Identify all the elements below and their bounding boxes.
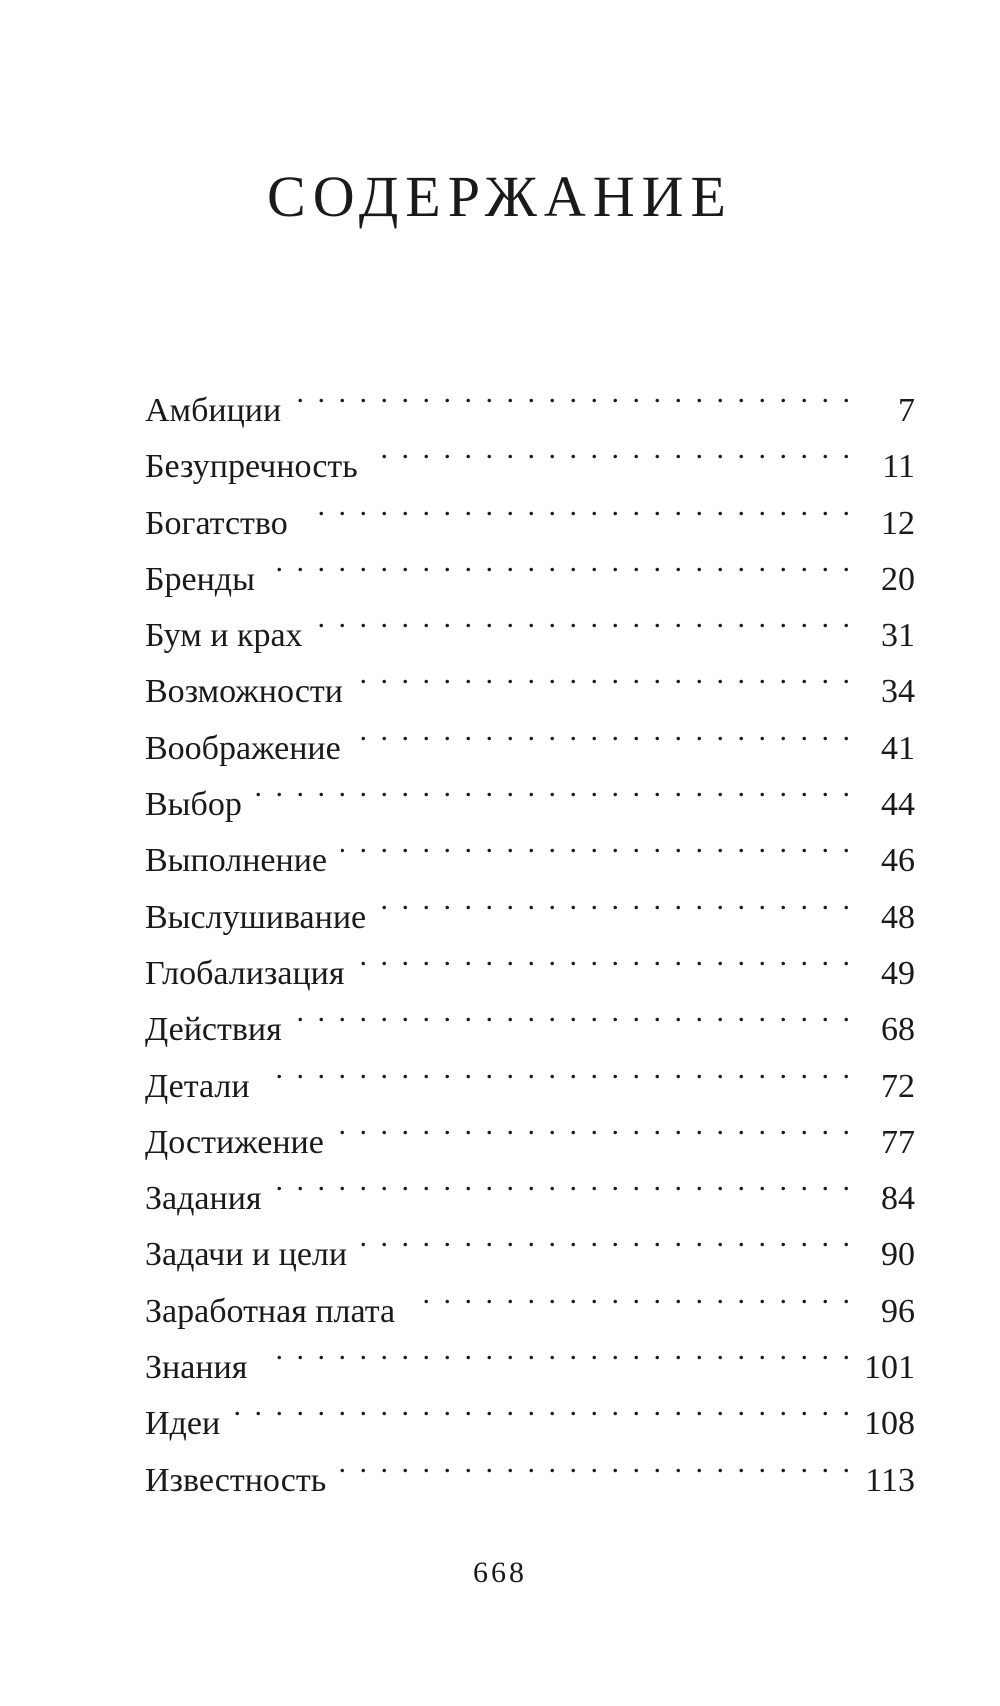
dot-leader [264,1041,853,1097]
page-title: СОДЕРЖАНИЕ [267,164,733,229]
toc-entry-title: Выбор [145,786,242,824]
dot-leader [341,815,853,871]
toc-entry-page-number: 84 [881,1180,915,1218]
toc-entry-title: Выполнение [145,842,328,880]
toc-entry [145,1322,915,1387]
toc-entry-page-number: 48 [881,898,915,936]
toc-entry-page-number: 96 [881,1292,915,1330]
toc-entry-page-number: 44 [881,786,915,824]
dot-leader [317,590,853,646]
toc-entry-title: Выслушивание [145,898,367,936]
dot-leader [361,1209,853,1265]
toc-entry [145,1378,915,1443]
toc-entry-page-number: 20 [881,560,915,598]
dot-leader [409,1266,853,1322]
toc-entry-page-number: 7 [898,392,915,429]
toc-entry-page-number: 11 [882,448,915,486]
dot-leader [340,1435,853,1491]
toc-entry-page-number: 12 [881,504,915,542]
toc-entry-page-number: 46 [881,842,915,880]
dot-leader [261,1322,853,1378]
toc-entry-title: Воображение [145,729,341,767]
toc-entry-title: Детали [145,1067,250,1105]
dot-leader [276,1153,853,1209]
toc-entry-page-number: 68 [881,1011,915,1049]
toc-entry-page-number: 72 [881,1067,915,1105]
dot-leader [256,759,853,815]
toc-entry-title: Возможности [145,673,343,711]
toc-entry-page-number: 113 [865,1461,915,1499]
toc-entry [145,815,915,880]
toc-entry-title: Задачи и цели [145,1236,348,1274]
page-number: 668 [473,1556,527,1589]
dot-leader [234,1378,853,1434]
toc-entry-title: Достижение [145,1123,324,1161]
toc-entry-title: Заработная плата [145,1292,396,1330]
dot-leader [269,534,853,590]
dot-leader [295,365,853,421]
toc-entry-page-number: 101 [864,1349,915,1387]
toc-entry-page-number: 34 [881,673,915,711]
dot-leader [380,872,853,928]
dot-leader [302,478,853,534]
toc-entry [145,1435,915,1499]
toc-entry-title: Идеи [145,1405,221,1443]
toc-entry-title: Знания [145,1349,248,1387]
toc-entry-title: Безупречность [145,448,358,486]
toc-entry-page-number: 77 [881,1123,915,1161]
toc-entry-title: Задания [145,1180,262,1218]
table-of-contents [145,365,915,1499]
toc-entry-title: Глобализация [145,954,345,992]
toc-entry-title: Известность [145,1461,327,1499]
toc-entry-title: Бум и крах [145,617,303,655]
toc-entry-title: Действия [145,1011,282,1049]
toc-entry-page-number: 31 [881,617,915,655]
toc-entry-page-number: 49 [881,954,915,992]
dot-leader [296,984,853,1040]
dot-leader [358,928,853,984]
toc-entry-title: Амбиции [145,392,282,429]
toc-entry-title: Бренды [145,560,255,598]
toc-entry-page-number: 108 [864,1405,915,1443]
toc-entry-title: Богатство [145,504,288,542]
toc-entry-page-number: 90 [881,1236,915,1274]
dot-leader [372,421,853,477]
toc-entry [145,759,915,824]
dot-leader [338,1097,853,1153]
dot-leader [357,646,853,702]
dot-leader [355,703,853,759]
toc-entry-page-number: 41 [881,729,915,767]
toc-entry [145,365,915,429]
